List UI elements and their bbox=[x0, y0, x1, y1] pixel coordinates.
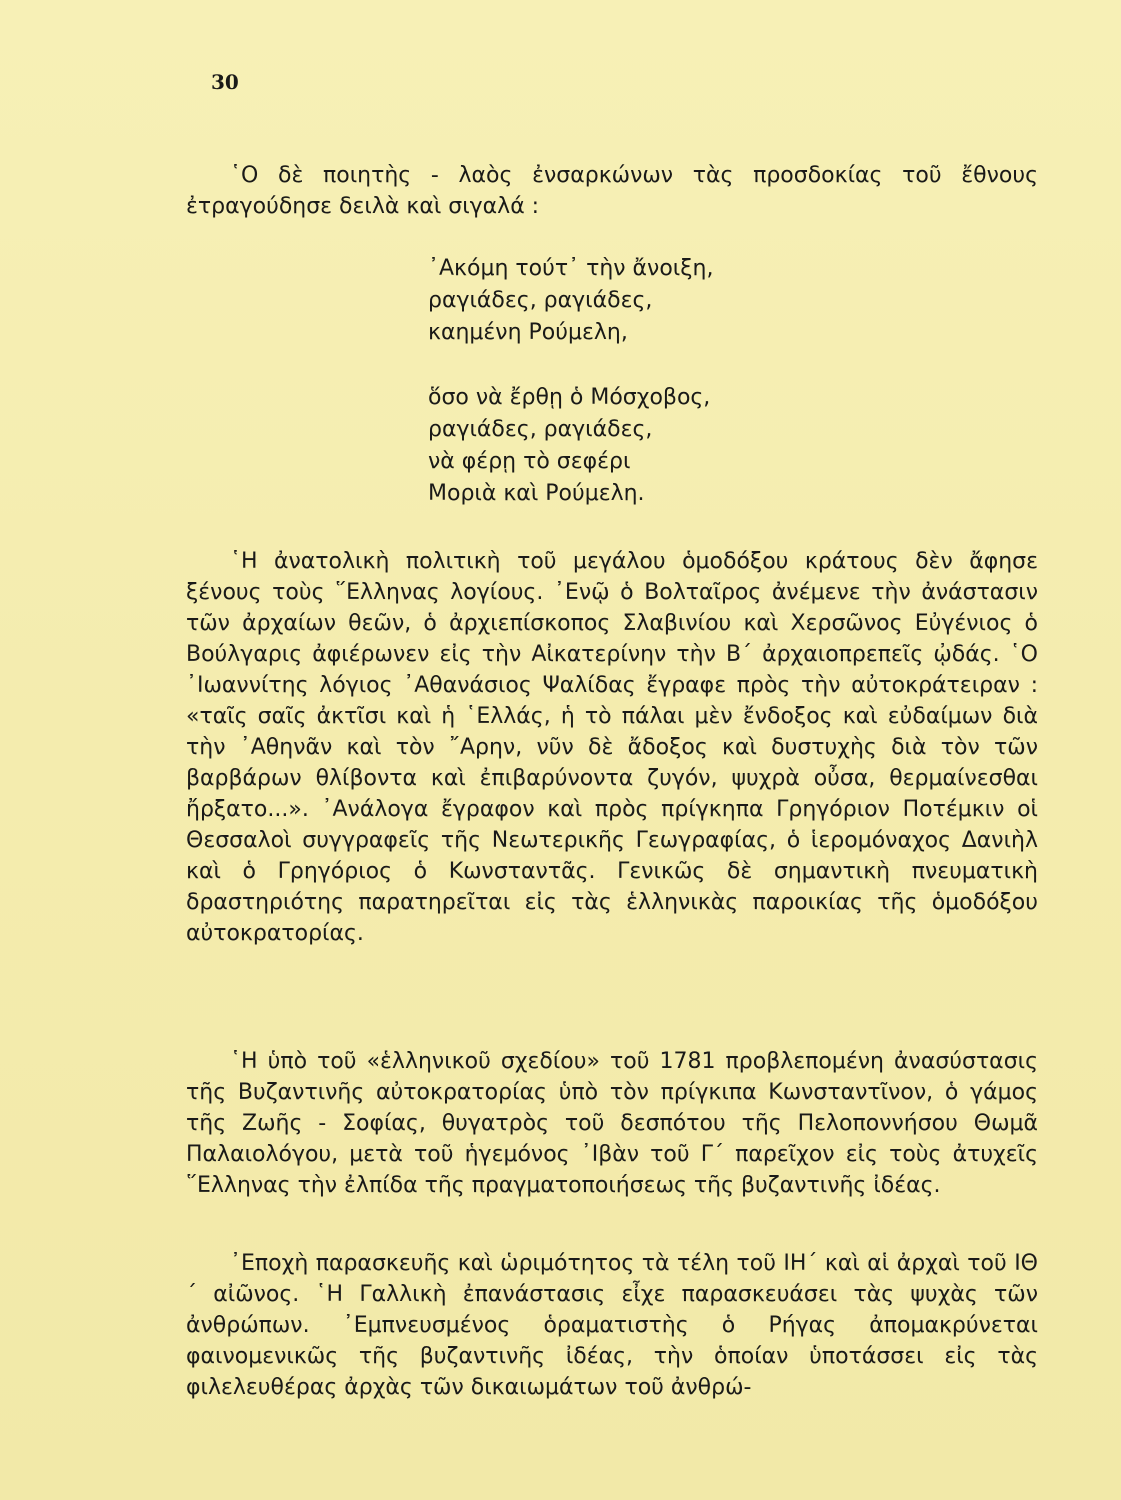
page-number: 30 bbox=[211, 70, 239, 94]
poem-verse: καημένη Ρούμελη, bbox=[428, 320, 628, 345]
poem-verse: ραγιάδες, ραγιάδες, bbox=[428, 417, 653, 442]
body-paragraph: ᾿Εποχὴ παρασκευῆς καὶ ὡριμότητος τὰ τέλη τοῦ ΙΗ´ καὶ αἱ ἀρχαὶ τοῦ ΙΘ´ αἰῶνος. ῾Η Γαλλικὴ ἐπανάστασις εἶχε παρασκευάσει τὰς ψυχὰς τῶν ἀνθρώπων. ᾿Εμπνευσμένος ὁραματιστὴς ὁ Ρήγας ἀπομακρύνεται φαινομενικῶς τῆς βυζαντινῆς ἰδέας, τὴν ὁποίαν ὑποτάσσει εἰς τὰς φιλελευθέρας ἀρχὰς τῶν δικαιωμάτων τοῦ ἀνθρώ- bbox=[186, 1251, 1038, 1400]
poem-verse: ᾿Ακόμη τούτ᾿ τὴν ἄνοιξη, bbox=[428, 256, 714, 281]
body-paragraph: ῾Η ὑπὸ τοῦ «ἑλληνικοῦ σχεδίου» τοῦ 1781 προβλεπομένη ἀνασύστασις τῆς Βυζαντινῆς αὐτοκρατορίας ὑπὸ τὸν πρίγκιπα Κωνσταντῖνον, ὁ γάμος τῆς Ζωῆς - Σοφίας, θυγατρὸς τοῦ δεσπότου τῆς Πελοποννήσου Θωμᾶ Παλαιολόγου, μετὰ τοῦ ἡγεμόνος ᾿Ιβὰν τοῦ Γ´ παρεῖχον εἰς τοὺς ἀτυχεῖς ῞Ελληνας τὴν ἐλπίδα τῆς πραγματοποιήσεως τῆς βυζαντινῆς ἰδέας. bbox=[186, 1049, 1038, 1198]
poem-verse: ὅσο νὰ ἔρθῃ ὁ Μόσχοβος, bbox=[428, 385, 711, 410]
poem-stanza-2 bbox=[428, 382, 848, 510]
body-paragraph: ῾Η ἀνατολικὴ πολιτικὴ τοῦ μεγάλου ὁμοδόξου κράτους δὲν ἄφησε ξένους τοὺς ῞Ελληνας λογίους. ᾿Ενῷ ὁ Βολταῖρος ἀνέμενε τὴν ἀνάστασιν τῶν ἀρχαίων θεῶν, ὁ ἀρχιεπίσκοπος Σλαβινίου καὶ Χερσῶνος Εὐγένιος ὁ Βούλγαρις ἀφιέρωνεν εἰς τὴν Αἰκατερίνην τὴν Β´ ἀρχαιοπρεπεῖς ᾠδάς. ῾Ο ᾿Ιωαννίτης λόγιος ᾿Αθανάσιος Ψαλίδας ἔγραφε πρὸς τὴν αὐτοκράτειραν : «ταῖς σαῖς ἀκτῖσι καὶ ἡ ῾Ελλάς, ἡ τὸ πάλαι μὲν ἔνδοξος καὶ εὐδαίμων διὰ τὴν ᾿Αθηνᾶν καὶ τὸν ῎Αρην, νῦν δὲ ἄδοξος καὶ δυστυχὴς διὰ τὸν τῶν βαρβάρων θλίβοντα καὶ ἐπιβαρύνοντα ζυγόν, ψυχρὰ οὖσα, θερμαίνεσθαι ἤρξατο...». ᾿Ανάλογα ἔγραφον καὶ πρὸς πρίγκηπα Γρηγόριον Ποτέμκιν οἱ Θεσσαλοὶ συγγραφεῖς τῆς Νεωτερικῆς Γεωγραφίας, ὁ ἱερομόναχος Δανιὴλ καὶ ὁ Γρηγόριος ὁ Κωνσταντᾶς. Γενικῶς δὲ σημαντικὴ πνευματικὴ δραστηριότης παρατηρεῖται εἰς τὰς ἑλληνικὰς παροικίας τῆς ὁμοδόξου αὐτοκρατορίας. bbox=[186, 549, 1038, 946]
poem-stanza-1 bbox=[428, 253, 848, 349]
poem-verse: Μοριὰ καὶ Ρούμελη. bbox=[428, 481, 645, 506]
poem-verse: νὰ φέρῃ τὸ σεφέρι bbox=[428, 449, 631, 474]
intro-paragraph: ῾Ο δὲ ποιητὴς - λαὸς ἐνσαρκώνων τὰς προσδοκίας τοῦ ἔθνους ἐτραγούδησε δειλὰ καὶ σιγαλά : bbox=[186, 163, 1038, 219]
poem-verse: ραγιάδες, ραγιάδες, bbox=[428, 288, 653, 313]
